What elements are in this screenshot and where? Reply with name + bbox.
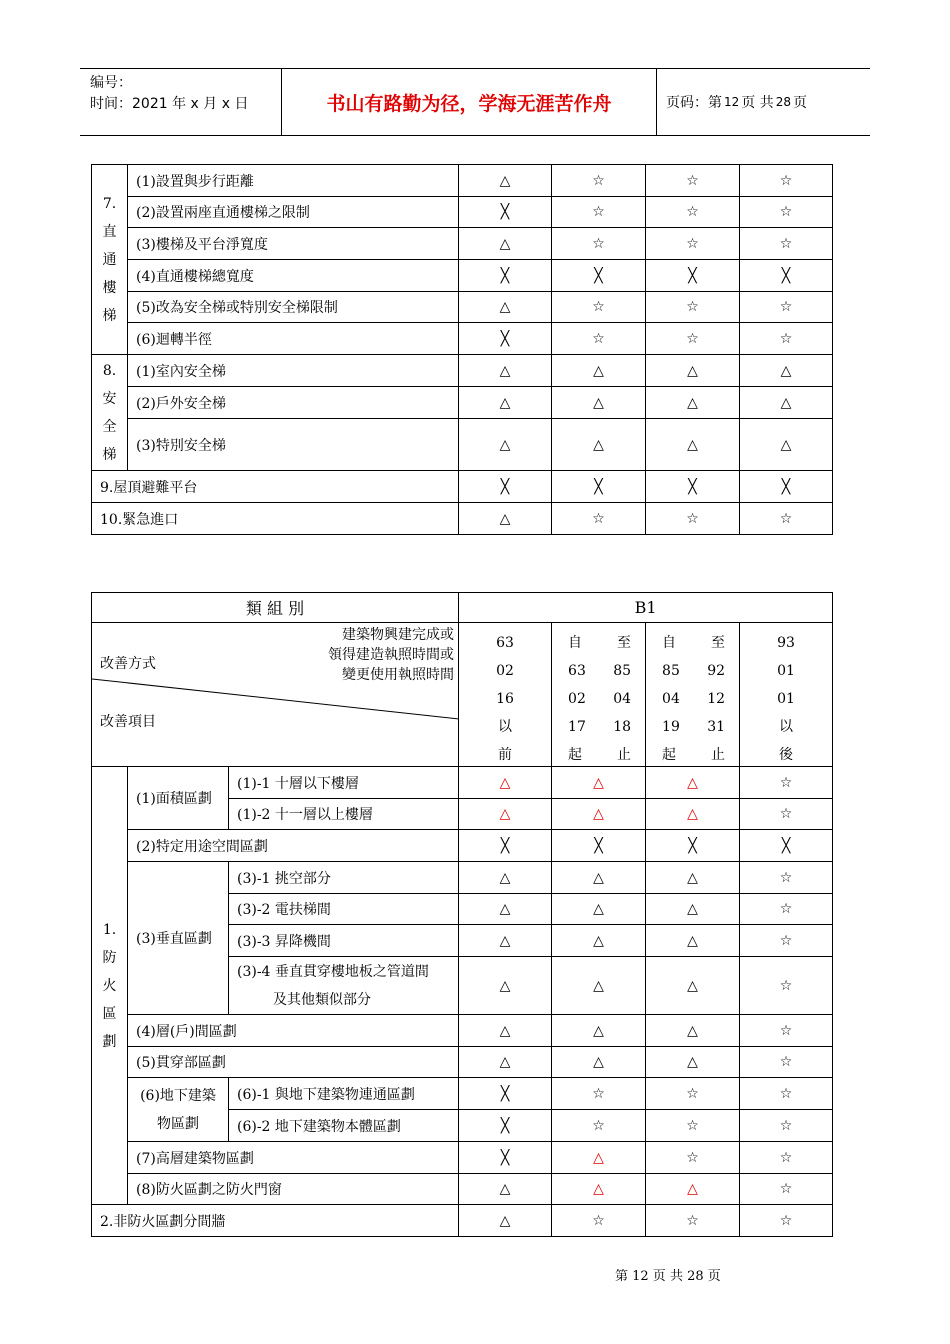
- row-label: (2)設置兩座直通樓梯之限制: [128, 197, 459, 228]
- status-cell: ☆: [552, 503, 646, 535]
- row-label: (5)貫穿部區劃: [128, 1047, 459, 1078]
- category-char: 劃: [102, 1033, 117, 1050]
- period-line: [552, 685, 645, 713]
- status-cell: △: [459, 799, 552, 830]
- table-row: [92, 387, 833, 419]
- table-row: [92, 1174, 833, 1205]
- sub-area-compartment: (1)面積區劃: [128, 767, 229, 830]
- status-cell: △: [646, 1174, 740, 1205]
- category-char: 區: [102, 1005, 117, 1022]
- group-row: [92, 593, 833, 623]
- page-header: [80, 68, 870, 136]
- status-cell: ☆: [740, 862, 833, 894]
- period-from: 自: [568, 635, 583, 651]
- period-line: 前: [498, 747, 513, 763]
- period-from: 85: [662, 663, 680, 679]
- status-cell: △: [646, 767, 740, 799]
- table-row: [92, 228, 833, 260]
- status-cell: △: [740, 355, 833, 387]
- status-cell: ╳: [740, 260, 833, 292]
- time-basis-line: 變更使用執照時間: [342, 667, 455, 683]
- table-row: [92, 1047, 833, 1078]
- status-cell: ╳: [646, 260, 740, 292]
- status-cell: ☆: [646, 228, 740, 260]
- page-prefix: 页码：第: [666, 95, 722, 111]
- status-cell: ☆: [646, 165, 740, 197]
- page-suffix: 页: [793, 95, 808, 111]
- status-cell: ╳: [459, 1078, 552, 1110]
- status-cell: △: [552, 355, 646, 387]
- status-cell: ╳: [459, 830, 552, 862]
- improvement-method-label: 改善方式: [100, 656, 156, 672]
- row-label: (7)高層建築物區劃: [128, 1142, 459, 1174]
- status-cell: △: [552, 1047, 646, 1078]
- status-cell: ╳: [552, 471, 646, 503]
- status-cell: △: [459, 228, 552, 260]
- status-cell: ╳: [459, 1142, 552, 1174]
- row-label: (8)防火區劃之防火門窗: [128, 1174, 459, 1205]
- status-cell: ☆: [740, 1015, 833, 1047]
- category-char: 安: [102, 390, 117, 407]
- period-to: 85: [613, 663, 632, 679]
- period-to: 12: [707, 691, 726, 707]
- row-label: (2)戶外安全梯: [128, 387, 459, 419]
- category-char: 防: [102, 949, 117, 966]
- row-label: [229, 957, 459, 1015]
- period-to: 31: [707, 719, 726, 735]
- period-to: 92: [707, 663, 726, 679]
- period-to: 18: [613, 719, 632, 735]
- table-row: [92, 355, 833, 387]
- period-line: 後: [779, 747, 794, 763]
- number-label: 编号：: [90, 75, 132, 91]
- sub-vertical-compartment: (3)垂直區劃: [128, 862, 229, 1015]
- status-cell: ☆: [646, 503, 740, 535]
- row-label: 9.屋頂避難平台: [92, 471, 459, 503]
- period-from: 02: [568, 691, 586, 707]
- status-cell: ☆: [740, 1078, 833, 1110]
- category-char: 直: [102, 223, 117, 240]
- row-label: (2)特定用途空間區劃: [128, 830, 459, 862]
- page-footer: 第 12 页 共 28 页: [615, 1269, 721, 1284]
- status-cell: ☆: [552, 165, 646, 197]
- status-cell: ╳: [552, 830, 646, 862]
- status-cell: ☆: [552, 292, 646, 323]
- status-cell: ☆: [646, 292, 740, 323]
- status-cell: △: [740, 419, 833, 471]
- table-row: [92, 1142, 833, 1174]
- category-char: 梯: [102, 446, 117, 463]
- row-label: (4)層(戶)間區劃: [128, 1015, 459, 1047]
- status-cell: ☆: [552, 1110, 646, 1142]
- status-cell: △: [552, 925, 646, 957]
- status-cell: △: [552, 1142, 646, 1174]
- category-safety-stairs: [92, 355, 128, 471]
- page-mid: 页 共: [741, 95, 774, 111]
- status-cell: △: [646, 862, 740, 894]
- status-cell: ☆: [552, 1205, 646, 1237]
- category-fire-compartment: [92, 767, 128, 1205]
- status-cell: ☆: [740, 1110, 833, 1142]
- row-label-line: (3)-4 垂直貫穿樓地板之管道間: [237, 963, 429, 980]
- status-cell: ☆: [552, 1078, 646, 1110]
- status-cell: △: [552, 957, 646, 1015]
- status-cell: △: [459, 1047, 552, 1078]
- status-cell: △: [646, 1047, 740, 1078]
- sub-label-line: (6)地下建築: [140, 1087, 216, 1104]
- status-cell: ╳: [459, 471, 552, 503]
- status-cell: △: [646, 355, 740, 387]
- status-cell: ╳: [459, 197, 552, 228]
- status-cell: ☆: [740, 925, 833, 957]
- status-cell: △: [459, 165, 552, 197]
- row-label: 2.非防火區劃分間牆: [92, 1205, 459, 1237]
- category-char: 通: [102, 251, 117, 268]
- period-line: 02: [496, 663, 514, 679]
- status-cell: ☆: [646, 1110, 740, 1142]
- status-cell: △: [552, 862, 646, 894]
- stairs-table: [91, 164, 833, 535]
- table-row: [92, 323, 833, 355]
- period-line: [552, 713, 645, 741]
- period-from: 04: [662, 691, 680, 707]
- period-from: 起: [662, 747, 677, 763]
- period-line: [646, 685, 739, 713]
- status-cell: △: [552, 1015, 646, 1047]
- table-row: [92, 1205, 833, 1237]
- row-label: (3)-1 挑空部分: [229, 862, 459, 894]
- status-cell: ☆: [740, 894, 833, 925]
- status-cell: ╳: [646, 830, 740, 862]
- period-to: 止: [617, 747, 632, 763]
- status-cell: ☆: [646, 197, 740, 228]
- status-cell: △: [459, 767, 552, 799]
- period-from: 17: [568, 719, 586, 735]
- header-motto: 书山有路勤为径，学海无涯苦作舟: [282, 69, 657, 135]
- period-line: 以: [498, 719, 513, 735]
- group-value: B1: [459, 593, 833, 623]
- period-to: 04: [613, 691, 632, 707]
- category-char: 7.: [102, 195, 117, 212]
- status-cell: ☆: [646, 1205, 740, 1237]
- period-850419-921231: [646, 623, 740, 767]
- table-row: [92, 292, 833, 323]
- category-char: 梯: [102, 307, 117, 324]
- date-label: 时间：2021 年 x 月 x 日: [90, 96, 249, 112]
- row-label: 10.緊急進口: [92, 503, 459, 535]
- row-label: (3)-3 昇降機間: [229, 925, 459, 957]
- time-basis-line: 領得建造執照時間或: [328, 647, 455, 663]
- row-label: (5)改為安全梯或特別安全梯限制: [128, 292, 459, 323]
- status-cell: ╳: [552, 260, 646, 292]
- status-cell: △: [552, 419, 646, 471]
- table-row: [92, 1015, 833, 1047]
- period-line: [646, 741, 739, 767]
- category-char: 全: [102, 418, 117, 435]
- time-basis-line: 建築物興建完成或: [342, 627, 455, 643]
- status-cell: ☆: [740, 323, 833, 355]
- row-label: (1)設置與步行距離: [128, 165, 459, 197]
- period-line: 以: [779, 719, 794, 735]
- status-cell: ☆: [740, 799, 833, 830]
- status-cell: ☆: [740, 292, 833, 323]
- table-row: [92, 1078, 833, 1110]
- diagonal-header: [92, 623, 459, 767]
- period-to: 至: [711, 635, 726, 651]
- status-cell: ☆: [740, 503, 833, 535]
- status-cell: △: [459, 1205, 552, 1237]
- period-line: [646, 657, 739, 685]
- table-row: [92, 830, 833, 862]
- status-cell: △: [459, 894, 552, 925]
- period-from: 63: [568, 663, 586, 679]
- period-line: [552, 629, 645, 657]
- status-cell: △: [646, 419, 740, 471]
- period-after-930101: [740, 623, 833, 767]
- category-char: 火: [102, 977, 117, 994]
- period-line: 63: [496, 635, 514, 651]
- row-label-line: 及其他類似部分: [273, 991, 371, 1008]
- row-label: (6)-2 地下建築物本體區劃: [229, 1110, 459, 1142]
- status-cell: △: [646, 1015, 740, 1047]
- page-total: 28: [775, 95, 792, 109]
- period-row: [92, 623, 833, 767]
- status-cell: △: [552, 799, 646, 830]
- period-line: 16: [496, 691, 514, 707]
- table-row: [92, 503, 833, 535]
- table-row: [92, 767, 833, 799]
- status-cell: ☆: [740, 957, 833, 1015]
- status-cell: △: [646, 925, 740, 957]
- status-cell: ╳: [459, 260, 552, 292]
- table-row: [92, 471, 833, 503]
- status-cell: △: [459, 925, 552, 957]
- status-cell: ╳: [459, 1110, 552, 1142]
- status-cell: △: [646, 799, 740, 830]
- row-label: (3)樓梯及平台淨寬度: [128, 228, 459, 260]
- status-cell: △: [459, 1015, 552, 1047]
- row-label: (3)-2 電扶梯間: [229, 894, 459, 925]
- row-label: (3)特別安全梯: [128, 419, 459, 471]
- status-cell: ☆: [740, 1205, 833, 1237]
- status-cell: △: [459, 419, 552, 471]
- table-row: [92, 260, 833, 292]
- improvement-item-label: 改善項目: [100, 714, 156, 730]
- table-row: [92, 419, 833, 471]
- row-label: (1)室內安全梯: [128, 355, 459, 387]
- period-line: [552, 657, 645, 685]
- category-char: 8.: [102, 362, 117, 379]
- sub-label-line: 物區劃: [157, 1115, 199, 1132]
- status-cell: △: [646, 894, 740, 925]
- status-cell: ☆: [646, 1142, 740, 1174]
- status-cell: △: [552, 387, 646, 419]
- status-cell: △: [552, 767, 646, 799]
- period-line: 01: [777, 691, 795, 707]
- status-cell: ╳: [740, 830, 833, 862]
- period-to: 止: [711, 747, 726, 763]
- row-label: (1)-1 十層以下樓層: [229, 767, 459, 799]
- period-line: 01: [777, 663, 795, 679]
- status-cell: △: [646, 957, 740, 1015]
- row-label: (4)直通樓梯總寬度: [128, 260, 459, 292]
- fire-compartment-table: [91, 592, 833, 1237]
- status-cell: ☆: [552, 197, 646, 228]
- period-line: [646, 713, 739, 741]
- status-cell: △: [459, 503, 552, 535]
- row-label: (6)迴轉半徑: [128, 323, 459, 355]
- status-cell: △: [459, 957, 552, 1015]
- period-from: 自: [662, 635, 677, 651]
- period-from: 19: [662, 719, 680, 735]
- category-char: 樓: [102, 279, 117, 296]
- category-direct-stairs: [92, 165, 128, 355]
- status-cell: ☆: [740, 1142, 833, 1174]
- status-cell: △: [459, 355, 552, 387]
- status-cell: △: [552, 1174, 646, 1205]
- status-cell: △: [459, 1174, 552, 1205]
- status-cell: △: [459, 862, 552, 894]
- status-cell: ☆: [646, 323, 740, 355]
- status-cell: ☆: [740, 1174, 833, 1205]
- period-630217-850418: [552, 623, 646, 767]
- status-cell: ☆: [740, 228, 833, 260]
- period-line: 93: [777, 635, 795, 651]
- status-cell: ☆: [740, 165, 833, 197]
- status-cell: △: [552, 894, 646, 925]
- period-line: [646, 629, 739, 657]
- status-cell: △: [646, 387, 740, 419]
- status-cell: ☆: [740, 767, 833, 799]
- status-cell: ☆: [552, 323, 646, 355]
- table-row: [92, 165, 833, 197]
- time-basis-label: [328, 625, 454, 685]
- sub-underground-compartment: [128, 1078, 229, 1142]
- header-page-info: [666, 69, 866, 135]
- period-before-630216: [459, 623, 552, 767]
- status-cell: ╳: [740, 471, 833, 503]
- status-cell: ☆: [740, 1047, 833, 1078]
- table-row: [92, 862, 833, 894]
- period-from: 起: [568, 747, 583, 763]
- group-label: 類 組 別: [92, 593, 459, 623]
- status-cell: △: [459, 292, 552, 323]
- status-cell: △: [459, 387, 552, 419]
- status-cell: ☆: [646, 1078, 740, 1110]
- category-char: 1.: [102, 921, 117, 938]
- header-meta: [80, 69, 282, 135]
- row-label: (1)-2 十一層以上樓層: [229, 799, 459, 830]
- status-cell: ╳: [646, 471, 740, 503]
- status-cell: ╳: [459, 323, 552, 355]
- status-cell: △: [740, 387, 833, 419]
- period-line: [552, 741, 645, 767]
- period-to: 至: [617, 635, 632, 651]
- status-cell: ☆: [552, 228, 646, 260]
- row-label: (6)-1 與地下建築物連通區劃: [229, 1078, 459, 1110]
- page-number: 12: [724, 95, 740, 109]
- table-row: [92, 197, 833, 228]
- status-cell: ☆: [740, 197, 833, 228]
